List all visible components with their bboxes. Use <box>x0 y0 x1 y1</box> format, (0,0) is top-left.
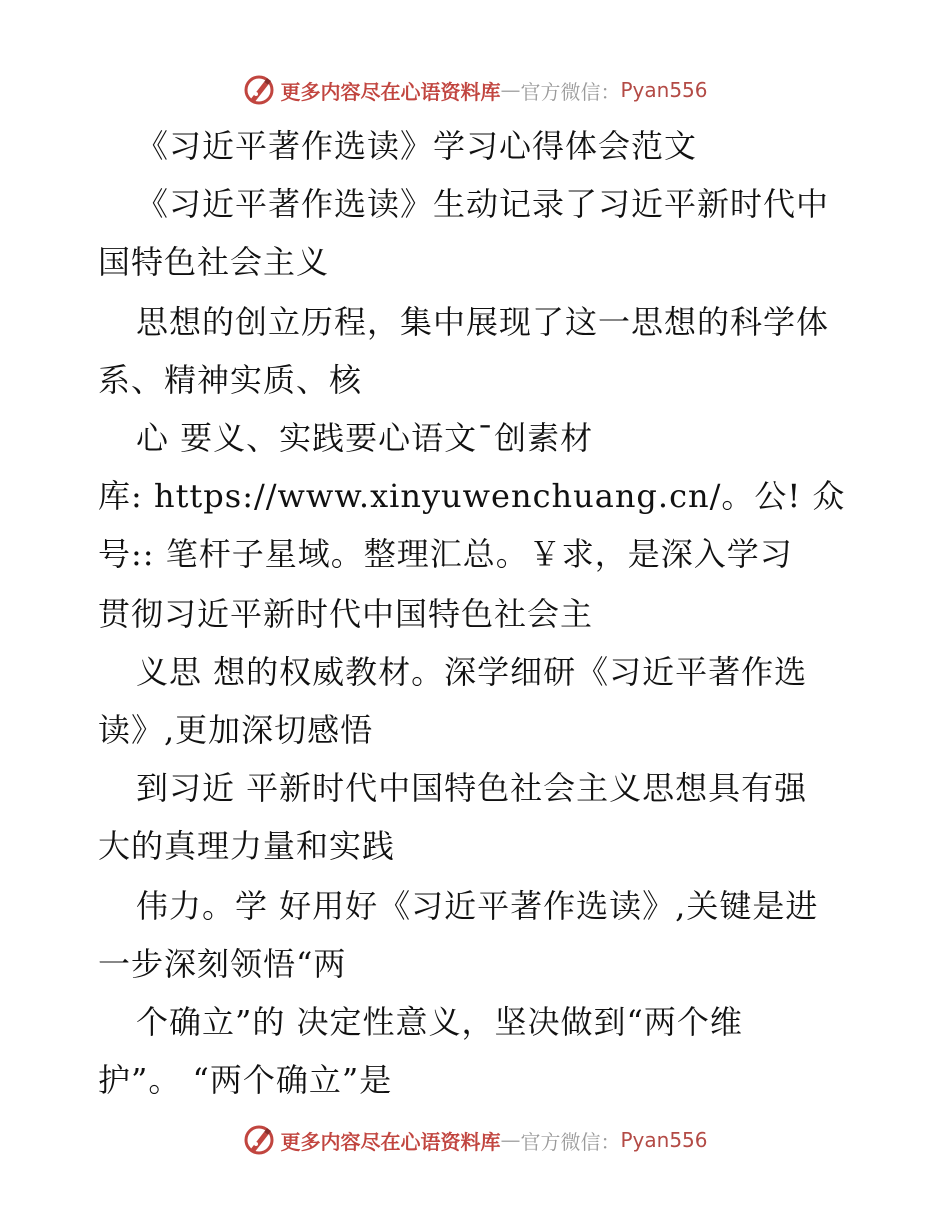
document-title: 《习近平著作选读》学习心得体会范文 <box>136 127 698 165</box>
watermark-brand-text: 更多内容尽在心语资料库 <box>280 79 501 104</box>
text-line: 个确立”的 决定性意义，坚决做到“两个维 <box>136 1003 743 1041</box>
watermark-dash: — <box>500 1128 521 1152</box>
watermark-wechat-id: Pyan556 <box>620 78 708 102</box>
text-line: 到习近 平新时代中国特色社会主义思想具有强 <box>136 769 808 807</box>
text-line: 读》,更加深切感悟 <box>98 711 374 749</box>
text-line: 一步深刻领悟“两 <box>98 945 347 983</box>
text-line: 号:: 笔杆子星域。整理汇总。￥求，是深入学习 <box>98 535 793 573</box>
text-line: 心 要义、实践要心语文¯创素材 <box>136 419 594 457</box>
text-line: 护”。 “两个确立”是 <box>98 1061 393 1099</box>
watermark-brand-text: 更多内容尽在心语资料库 <box>280 1129 501 1154</box>
watermark-official-label: 官方微信： <box>520 1129 621 1154</box>
text-line: 《习近平著作选读》生动记录了习近平新时代中 <box>136 185 830 223</box>
text-line: 系、精神实质、核 <box>98 361 363 399</box>
text-line: 大的真理力量和实践 <box>98 827 396 865</box>
text-line: 贯彻习近平新时代中国特色社会主 <box>98 595 594 633</box>
text-line: 伟力。学 好用好《习近平著作选读》,关键是进 <box>136 887 819 925</box>
text-line: 库: https://www.xinyuwenchuang.cn/。公! 众 <box>98 477 846 515</box>
text-line: 思想的创立历程，集中展现了这一思想的科学体 <box>136 303 830 341</box>
footer-watermark <box>0 1120 950 1160</box>
watermark-wechat-id: Pyan556 <box>620 1128 708 1152</box>
watermark-official-label: 官方微信： <box>520 79 621 104</box>
pen-logo-icon <box>242 1123 276 1157</box>
watermark-dash: — <box>500 78 521 102</box>
text-line: 义思 想的权威教材。深学细研《习近平著作选 <box>136 653 808 691</box>
text-line: 国特色社会主义 <box>98 243 330 281</box>
